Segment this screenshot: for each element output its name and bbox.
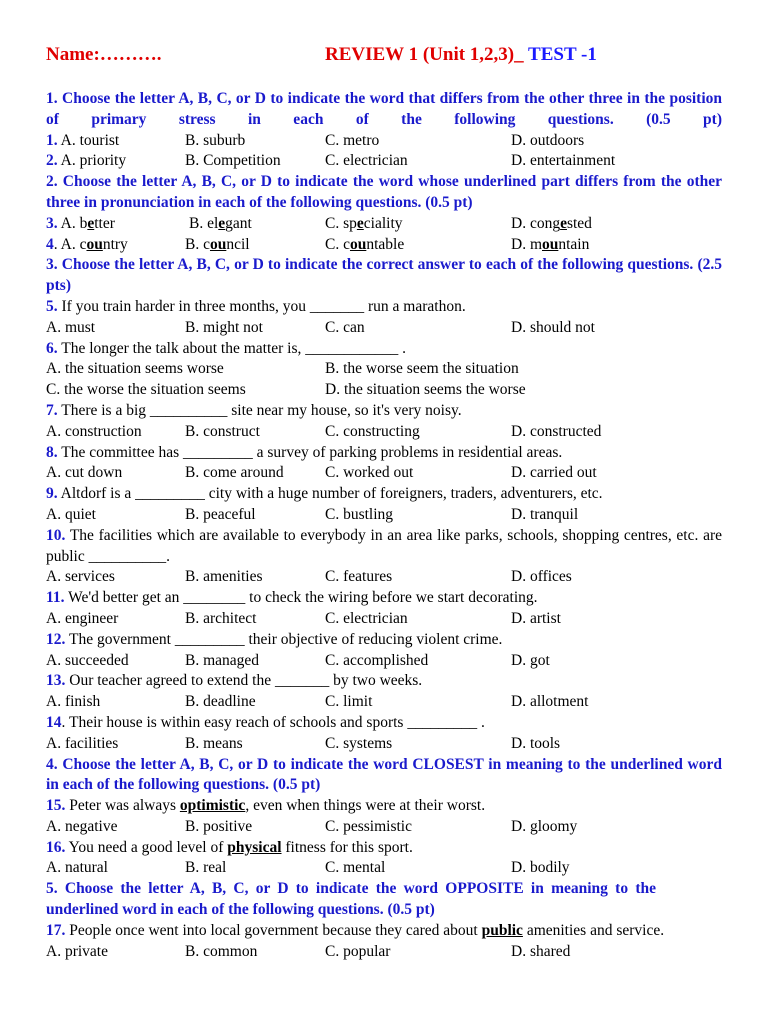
- option-a: A. facilities: [46, 734, 119, 752]
- question-number: 5.: [46, 297, 58, 315]
- question-17-options: [46, 942, 722, 963]
- question-number: 2.: [46, 152, 58, 170]
- question-number: 13.: [46, 672, 66, 690]
- question-number: 16.: [46, 838, 66, 856]
- question-4: [46, 235, 722, 256]
- question-number: 10.: [46, 526, 66, 544]
- question-number: 1.: [46, 131, 58, 149]
- option-c: C. pessimistic: [325, 817, 412, 835]
- question-number: 14: [46, 713, 62, 731]
- section-3-instruction: 3. Choose the letter A, B, C, or D to indicate the correct answer to each of the following questions. (2.5 pts): [46, 256, 722, 295]
- option-d: D. got: [511, 651, 550, 669]
- option-a: A. better: [60, 214, 115, 232]
- option-c: C. metro: [325, 131, 380, 149]
- option-d: D. constructed: [511, 422, 602, 440]
- question-8-stem: 8. The committee has _________ a survey of parking problems in residential areas.: [46, 443, 563, 461]
- section-5-instruction: 5. Choose the letter A, B, C, or D to indicate the word OPPOSITE in meaning to the underlined word in each of the following questions. (0.5 pt): [46, 880, 656, 919]
- question-15-options: [46, 817, 722, 838]
- question-number: 7.: [46, 401, 58, 419]
- option-a: A. finish: [46, 693, 101, 711]
- question-3: [46, 214, 722, 235]
- question-14-stem: 14. Their house is within easy reach of schools and sports _________ .: [46, 713, 485, 731]
- option-a: A. natural: [46, 859, 108, 877]
- option-a: A. cut down: [46, 464, 123, 482]
- option-b: B. construct: [185, 422, 260, 440]
- option-c: C. worked out: [325, 464, 414, 482]
- option-c: C. constructing: [325, 422, 420, 440]
- option-b: B. might not: [185, 318, 263, 336]
- option-b: B. common: [185, 942, 258, 960]
- option-c: C. bustling: [325, 505, 394, 523]
- option-d: D. carried out: [511, 464, 597, 482]
- question-number: 15.: [46, 797, 66, 815]
- question-6-options-row-2: [46, 380, 722, 401]
- option-d: D. outdoors: [511, 131, 585, 149]
- option-a: . A. country: [53, 235, 128, 253]
- question-5-options: [46, 318, 722, 339]
- option-b: B. peaceful: [185, 505, 256, 523]
- option-b: B. deadline: [185, 693, 256, 711]
- question-9-options: [46, 505, 722, 526]
- option-d: D. should not: [511, 318, 595, 336]
- question-8-options: [46, 463, 722, 484]
- option-a: A. the situation seems worse: [46, 360, 224, 378]
- option-a: A. negative: [46, 817, 118, 835]
- question-16-stem: 16. You need a good level of physical fitness for this sport.: [46, 838, 413, 856]
- worksheet: [46, 42, 722, 962]
- question-6-stem: 6. The longer the talk about the matter is, ____________ .: [46, 339, 407, 357]
- question-number: 11.: [46, 589, 65, 607]
- option-b: B. Competition: [185, 152, 281, 170]
- option-a: A. private: [46, 942, 108, 960]
- option-c: C. can: [325, 318, 365, 336]
- question-5-stem: 5. If you train harder in three months, you _______ run a marathon.: [46, 297, 466, 315]
- section-2-instruction: 2. Choose the letter A, B, C, or D to indicate the word whose underlined part differs from the other three in pronunciation in each of the following questions. (0.5 pt): [46, 173, 722, 211]
- option-a: A. engineer: [46, 609, 119, 627]
- option-c: C. electrician: [325, 609, 408, 627]
- question-1: [46, 131, 722, 152]
- question-11-stem: 11. We'd better get an ________ to check the wiring before we start decorating.: [46, 589, 538, 607]
- option-b: B. architect: [185, 609, 257, 627]
- question-number: 4: [46, 235, 54, 253]
- option-d: D. bodily: [511, 859, 570, 877]
- option-a: A. must: [46, 318, 96, 336]
- option-c: C. countable: [325, 235, 405, 253]
- question-9-stem: 9. Altdorf is a _________ city with a huge number of foreigners, traders, adventurers, etc.: [46, 485, 603, 503]
- question-7-options: [46, 422, 722, 443]
- option-b: B. suburb: [185, 131, 246, 149]
- option-b: B. positive: [185, 817, 253, 835]
- option-a: A. quiet: [46, 505, 96, 523]
- question-number: 6.: [46, 339, 58, 357]
- option-d: D. entertainment: [511, 152, 616, 170]
- option-d: D. tools: [511, 734, 561, 752]
- option-c: C. features: [325, 568, 393, 586]
- option-d: D. shared: [511, 942, 571, 960]
- option-b: B. means: [185, 734, 243, 752]
- option-c: C. popular: [325, 942, 391, 960]
- question-10-options: [46, 567, 722, 588]
- question-13-stem: 13. Our teacher agreed to extend the _______ by two weeks.: [46, 672, 423, 690]
- option-d: D. tranquil: [511, 505, 579, 523]
- question-15-stem: 15. Peter was always optimistic, even when things were at their worst.: [46, 797, 486, 815]
- option-d: D. mountain: [511, 235, 590, 253]
- underlined-word: physical: [227, 838, 282, 856]
- option-a: A. tourist: [60, 131, 120, 149]
- question-12-stem: 12. The government _________ their objective of reducing violent crime.: [46, 630, 503, 648]
- question-2: [46, 151, 722, 172]
- worksheet-header: [46, 42, 722, 72]
- question-10-stem: 10. The facilities which are available to everybody in an area like parks, schools, shopping centres, etc. are public __________.: [46, 526, 722, 565]
- page-title: [325, 44, 597, 66]
- question-number: 12.: [46, 630, 66, 648]
- question-16-options: [46, 858, 722, 879]
- option-a: A. services: [46, 568, 115, 586]
- option-b: B. managed: [185, 651, 260, 669]
- question-13-options: [46, 692, 722, 713]
- option-d: D. the situation seems the worse: [325, 381, 526, 399]
- option-c: C. limit: [325, 693, 373, 711]
- option-b: B. come around: [185, 464, 284, 482]
- option-c: C. electrician: [325, 152, 408, 170]
- section-1-instruction: 1. Choose the letter A, B, C, or D to indicate the word that differs from the other three in the position of primary stress in each of the following questions. (0.5 pt): [46, 90, 722, 128]
- question-number: 3.: [46, 214, 58, 232]
- question-14-options: [46, 734, 722, 755]
- option-d: D. congested: [511, 214, 592, 232]
- option-c: C. mental: [325, 859, 386, 877]
- question-number: 8.: [46, 443, 58, 461]
- option-b: B. elegant: [189, 214, 252, 232]
- underlined-word: public: [481, 921, 523, 939]
- question-11-options: [46, 609, 722, 630]
- title-main: REVIEW 1 (Unit 1,2,3)_: [325, 44, 529, 65]
- option-c: C. accomplished: [325, 651, 429, 669]
- question-12-options: [46, 651, 722, 672]
- option-a: A. priority: [60, 152, 127, 170]
- question-number: 17.: [46, 921, 66, 939]
- question-17-stem: 17. People once went into local government because they cared about public amenities and service.: [46, 921, 665, 939]
- underlined-word: optimistic: [179, 797, 246, 815]
- option-a: A. construction: [46, 422, 142, 440]
- option-a: A. succeeded: [46, 651, 129, 669]
- option-d: D. artist: [511, 609, 561, 627]
- option-d: D. allotment: [511, 693, 589, 711]
- question-6-options-row-1: [46, 359, 722, 380]
- option-c: C. the worse the situation seems: [46, 381, 246, 399]
- option-b: B. real: [185, 859, 227, 877]
- option-d: D. offices: [511, 568, 572, 586]
- option-b: B. amenities: [185, 568, 263, 586]
- question-number: 9.: [46, 485, 58, 503]
- option-c: C. systems: [325, 734, 393, 752]
- option-c: C. speciality: [325, 214, 403, 232]
- question-7-stem: 7. There is a big __________ site near my house, so it's very noisy.: [46, 401, 462, 419]
- option-d: D. gloomy: [511, 817, 578, 835]
- option-b: B. council: [185, 235, 250, 253]
- title-test: TEST -1: [528, 44, 597, 65]
- section-4-instruction: 4. Choose the letter A, B, C, or D to indicate the word CLOSEST in meaning to the underlined word in each of the following questions. (0.5 pt): [46, 755, 722, 794]
- name-label: Name:……….: [46, 44, 162, 65]
- option-b: B. the worse seem the situation: [325, 360, 519, 378]
